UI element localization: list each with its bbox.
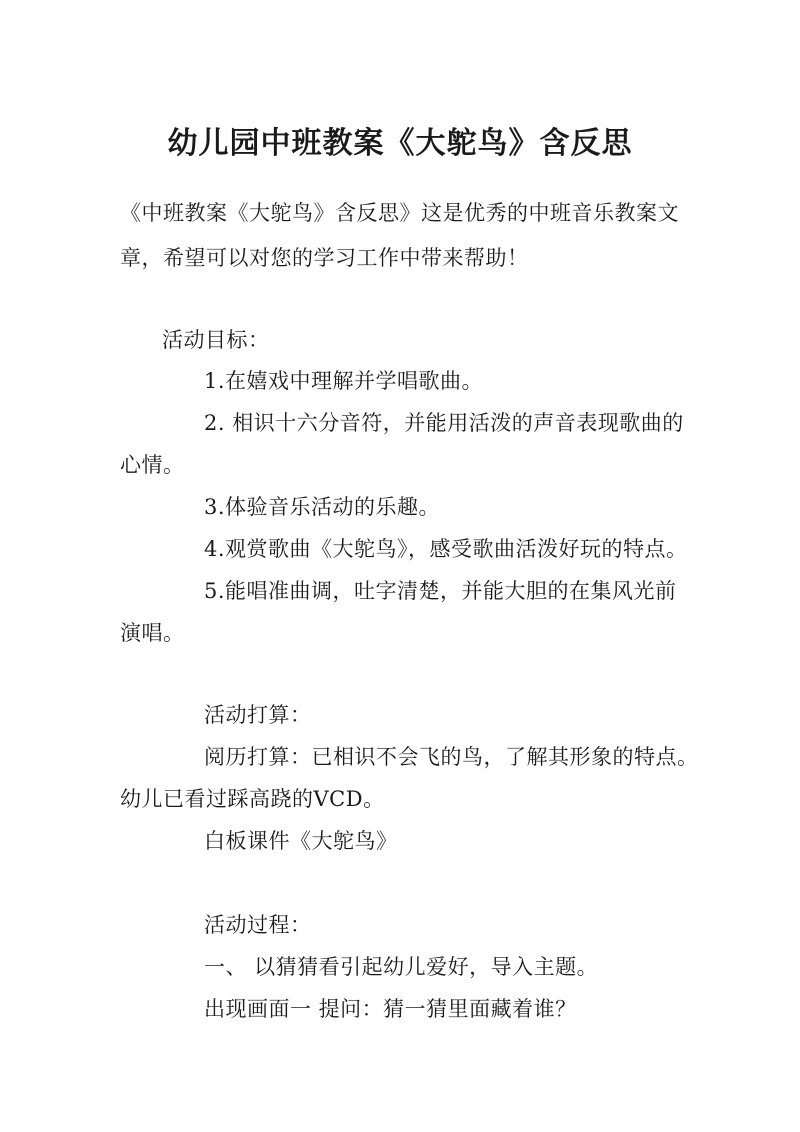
prep-paragraph-2: 白板课件《大鸵鸟》 xyxy=(204,829,398,853)
goal-item-2-line-2: 心情。 xyxy=(120,453,185,477)
goal-item-5-line-1: 5.能唱准曲调，吐字清楚，并能大胆的在集风光前 xyxy=(204,579,677,603)
goal-item-2-line-1: 2. 相识十六分音符，并能用活泼的声音表现歌曲的 xyxy=(204,411,684,435)
goal-item-3: 3.体验音乐活动的乐趣。 xyxy=(204,495,441,519)
prep-heading: 活动打算： xyxy=(204,703,312,727)
prep-paragraph-1-line-1: 阅历打算：已相识不会飞的鸟，了解其形象的特点。 xyxy=(204,745,699,769)
goals-heading: 活动目标： xyxy=(162,328,270,352)
prep-paragraph-1-line-2: 幼儿已看过踩高跷的VCD。 xyxy=(120,787,385,811)
goal-item-4: 4.观赏歌曲《大鸵鸟》，感受歌曲活泼好玩的特点。 xyxy=(204,537,688,561)
process-step-2: 出现画面一 提问：猜一猜里面藏着谁？ xyxy=(204,997,577,1021)
goal-item-1: 1.在嬉戏中理解并学唱歌曲。 xyxy=(204,369,484,393)
process-step-1: 一、 以猜猜看引起幼儿爱好，导入主题。 xyxy=(204,955,599,979)
document-title: 幼儿园中班教案《大鸵鸟》含反思 xyxy=(167,126,633,161)
process-heading: 活动过程： xyxy=(204,913,312,937)
goal-item-5-line-2: 演唱。 xyxy=(120,621,185,645)
intro-line-1: 《中班教案《大鸵鸟》含反思》这是优秀的中班音乐教案文 xyxy=(120,201,679,225)
intro-line-2: 章，希望可以对您的学习工作中带来帮助！ xyxy=(120,246,529,270)
